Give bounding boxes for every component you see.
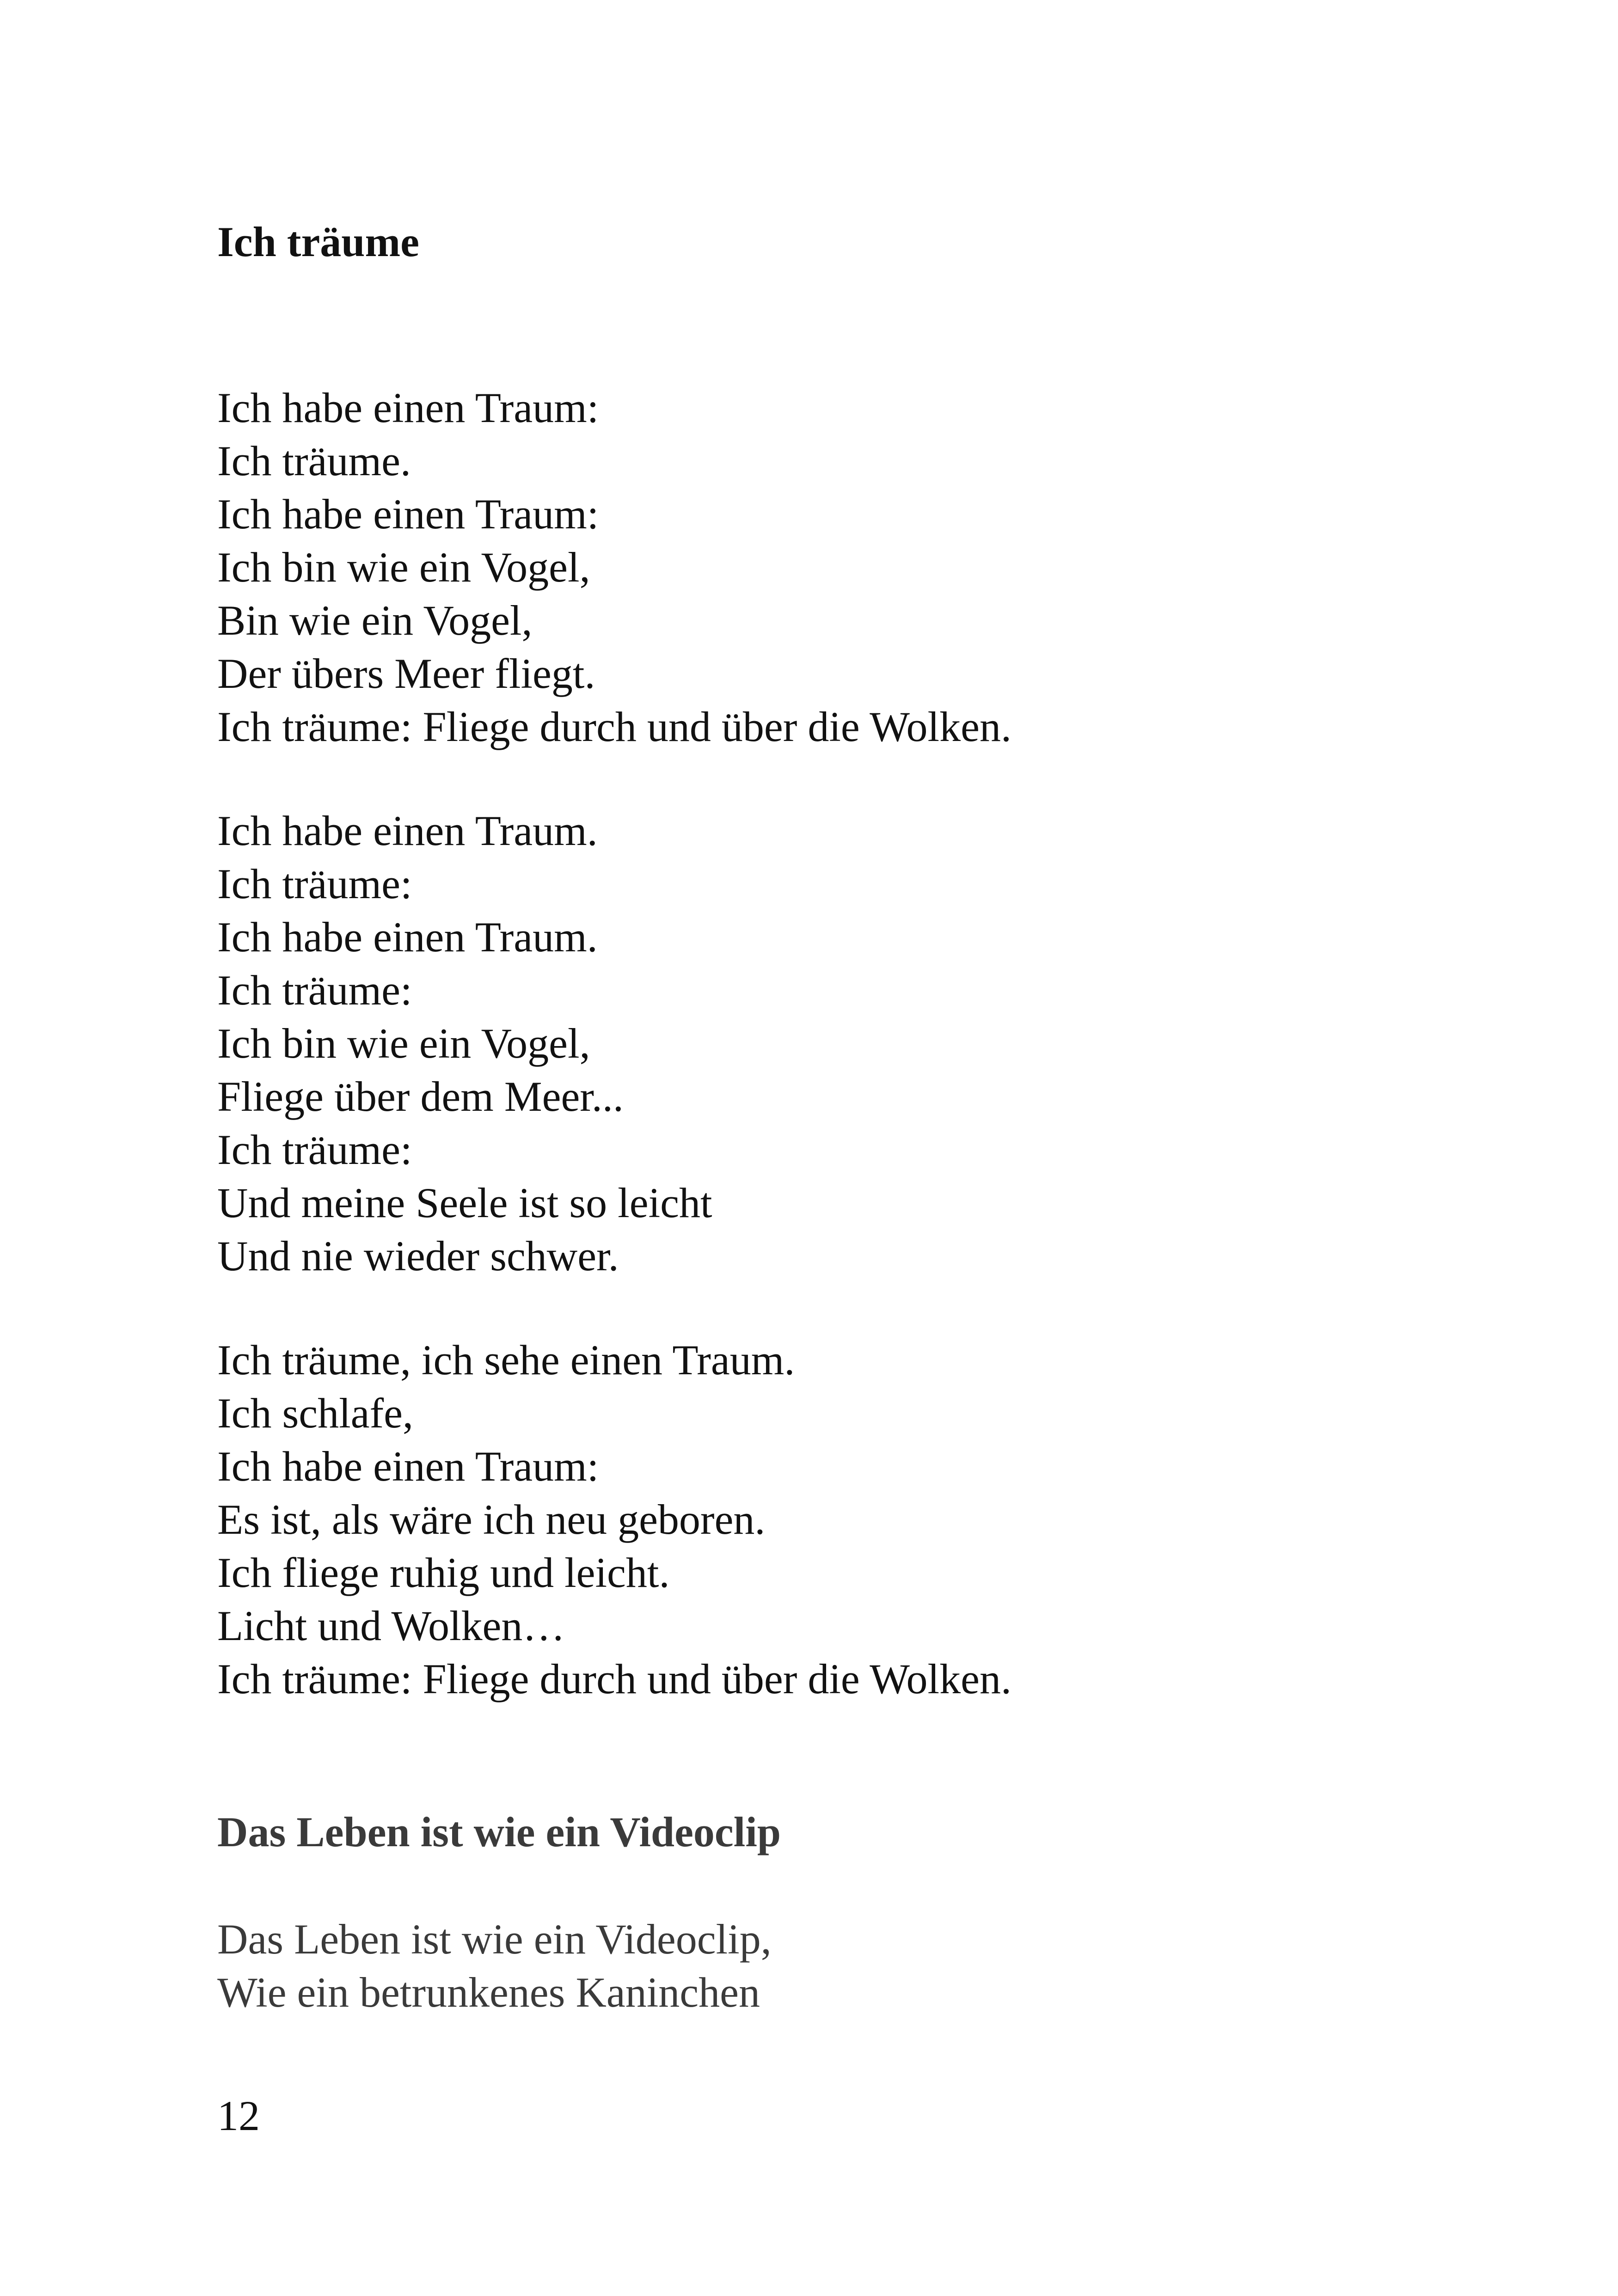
poem-line: Ich träume: Fliege durch und über die Wolken. (217, 1655, 1011, 1702)
poem-line: Ich habe einen Traum. (217, 913, 598, 961)
poem-line: Ich bin wie ein Vogel, (217, 544, 590, 591)
poem-title: Ich träume (217, 218, 419, 265)
poem-line: Ich träume: (217, 860, 412, 907)
poem-line: Es ist, als wäre ich neu geboren. (217, 1496, 766, 1543)
poem-line: Der übers Meer fliegt. (217, 650, 595, 697)
poem-stanza (217, 1913, 1558, 2019)
poem-line: Wie ein betrunkenes Kaninchen (217, 1969, 760, 2016)
poem-stanza (217, 381, 1558, 753)
poem-line: Ich habe einen Traum: (217, 1443, 599, 1490)
poem-line: Ich träume: (217, 1126, 412, 1173)
poem-line: Ich träume. (217, 437, 411, 484)
poem-title: Das Leben ist wie ein Videoclip (217, 1808, 781, 1855)
poem-line: Fliege über dem Meer... (217, 1073, 624, 1120)
poem-line: Und meine Seele ist so leicht (217, 1179, 712, 1226)
poem-stanza (217, 804, 1558, 1283)
poem-line: Ich träume, ich sehe einen Traum. (217, 1336, 795, 1384)
poem-line: Licht und Wolken… (217, 1602, 565, 1649)
poem-line: Ich habe einen Traum: (217, 490, 599, 538)
poem-line: Ich habe einen Traum. (217, 807, 598, 854)
poem-line: Ich träume: (217, 967, 412, 1014)
poem-line: Ich habe einen Traum: (217, 384, 599, 431)
poem-stanza (217, 1334, 1558, 1706)
poem-line: Das Leben ist wie ein Videoclip, (217, 1916, 772, 1963)
poem-line: Bin wie ein Vogel, (217, 597, 533, 644)
page-number: 12 (217, 2092, 260, 2139)
poem-line: Und nie wieder schwer. (217, 1232, 619, 1280)
poem-line: Ich schlafe, (217, 1390, 413, 1437)
poem-line: Ich bin wie ein Vogel, (217, 1020, 590, 1067)
poem-line: Ich träume: Fliege durch und über die Wolken. (217, 703, 1011, 750)
poem-line: Ich fliege ruhig und leicht. (217, 1549, 670, 1596)
